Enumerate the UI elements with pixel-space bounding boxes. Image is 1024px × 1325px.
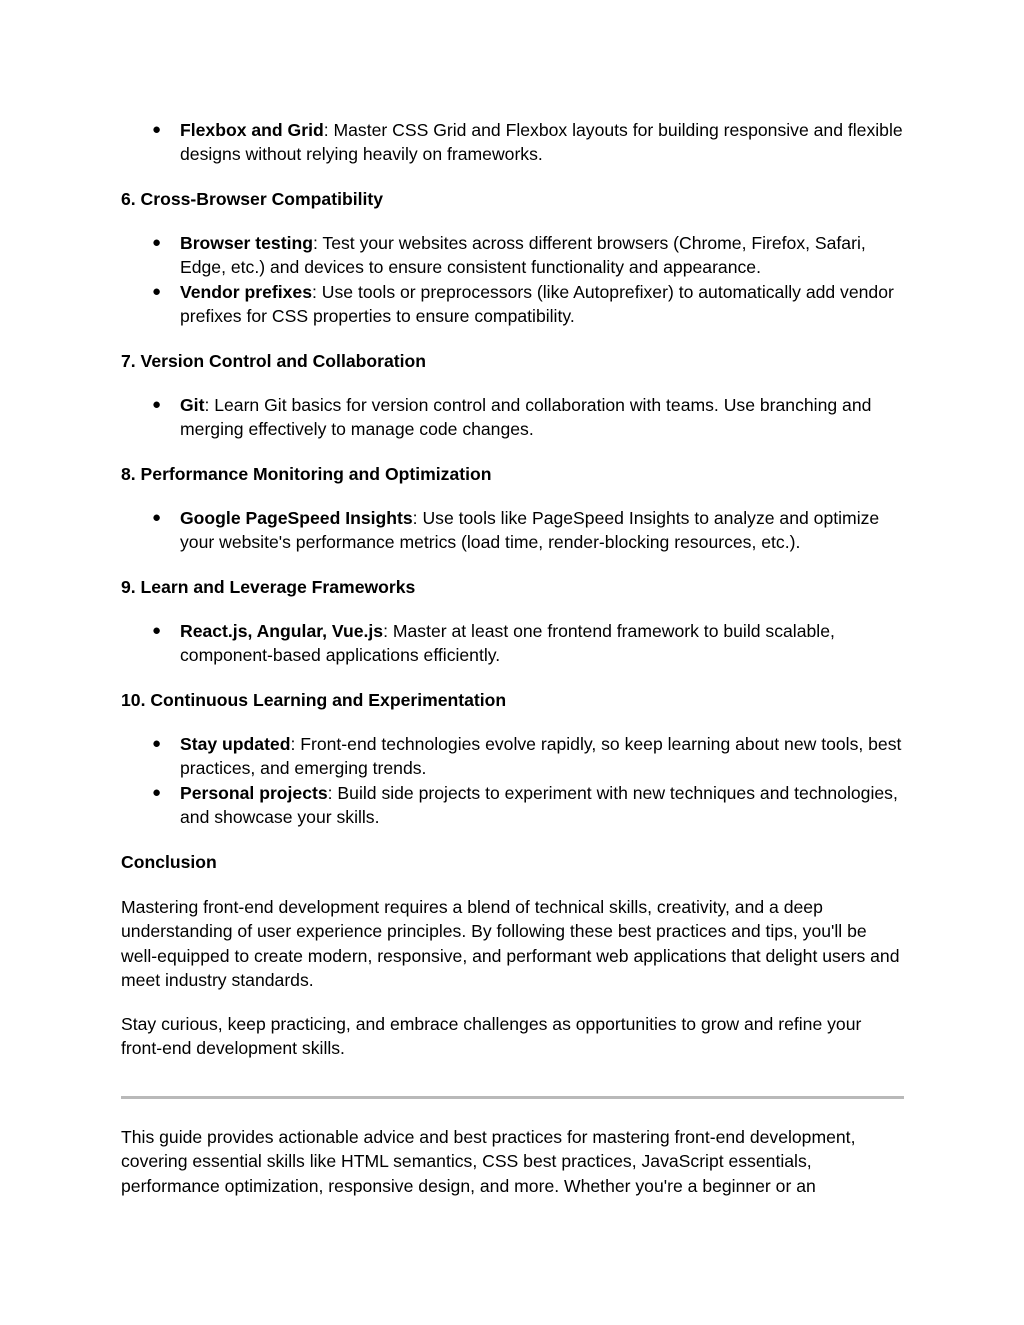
bullet-icon: ● (152, 509, 162, 526)
list-item (121, 732, 906, 781)
list-item-term: Git (180, 395, 205, 415)
list-item (121, 118, 906, 167)
bullet-icon: ● (152, 282, 162, 300)
list-item (121, 280, 906, 329)
list-item (121, 231, 906, 280)
section-10-list (121, 732, 906, 830)
list-item (121, 619, 906, 668)
section-heading-7: 7. Version Control and Collaboration (121, 351, 426, 371)
horizontal-divider (121, 1096, 904, 1099)
list-item-text: : Learn Git basics for version control and collaboration with teams. Use branching and merging effectively to manage code changes. (180, 395, 872, 440)
bullet-icon: ● (152, 783, 162, 801)
list-item (121, 781, 906, 830)
conclusion-paragraph-2: Stay curious, keep practicing, and embrace challenges as opportunities to grow and refine your front-end development skills. (121, 1014, 862, 1059)
section-8-list (121, 506, 906, 555)
list-item-text: : Test your websites across different browsers (Chrome, Firefox, Safari, Edge, etc.) and devices to ensure consistent functionality and appearance. (180, 233, 866, 278)
list-item-text: : Master at least one frontend framework to build scalable, component-based applications efficiently. (180, 621, 835, 666)
bullet-icon: ● (152, 735, 162, 752)
list-item-text: : Use tools or preprocessors (like Autoprefixer) to automatically add vendor prefixes for CSS properties to ensure compatibility. (180, 281, 894, 327)
section-9-list (121, 619, 906, 668)
summary-paragraph: This guide provides actionable advice and best practices for mastering front-end development, covering essential skills like HTML semantics, CSS best practices, JavaScript essentials, performance optimization, responsive design, and more. Whether you're a beginner or an (121, 1127, 856, 1196)
section-5-list (121, 118, 906, 167)
section-heading-10: 10. Continuous Learning and Experimentation (121, 690, 507, 710)
bullet-icon: ● (152, 234, 162, 251)
list-item-text: : Master CSS Grid and Flexbox layouts for building responsive and flexible designs without relying heavily on frameworks. (180, 120, 903, 165)
section-heading-9: 9. Learn and Leverage Frameworks (121, 577, 416, 597)
list-item (121, 506, 906, 555)
list-item-text: : Use tools like PageSpeed Insights to analyze and optimize your website's performance metrics (load time, render-blocking resources, etc.). (180, 508, 880, 553)
conclusion-heading: Conclusion (121, 852, 217, 872)
section-7-list (121, 393, 906, 442)
list-item-term: Stay updated (180, 734, 291, 754)
bullet-icon: ● (152, 121, 162, 138)
list-item-term: React.js, Angular, Vue.js (180, 621, 384, 641)
section-heading-8: 8. Performance Monitoring and Optimization (121, 464, 492, 484)
list-item-text: : Build side projects to experiment with new techniques and technologies, and showcase your skills. (180, 782, 898, 828)
list-item-term: Personal projects (180, 782, 328, 803)
bullet-icon: ● (152, 622, 162, 639)
list-item (121, 393, 906, 442)
section-6-list (121, 231, 906, 329)
list-item-text: : Front-end technologies evolve rapidly, so keep learning about new tools, best practices, and emerging trends. (180, 734, 902, 779)
list-item-term: Vendor prefixes (180, 281, 313, 302)
list-item-term: Google PageSpeed Insights (180, 508, 413, 528)
bullet-icon: ● (152, 396, 162, 413)
list-item-term: Flexbox and Grid (180, 120, 324, 140)
section-heading-6: 6. Cross-Browser Compatibility (121, 189, 384, 209)
list-item-term: Browser testing (180, 233, 313, 253)
conclusion-paragraph-1: Mastering front-end development requires a blend of technical skills, creativity, and a deep understanding of user experience principles. By following these best practices and tips, you'll be well-equipped to create modern, responsive, and performant web applications that delight users and meet industry standards. (121, 897, 900, 991)
